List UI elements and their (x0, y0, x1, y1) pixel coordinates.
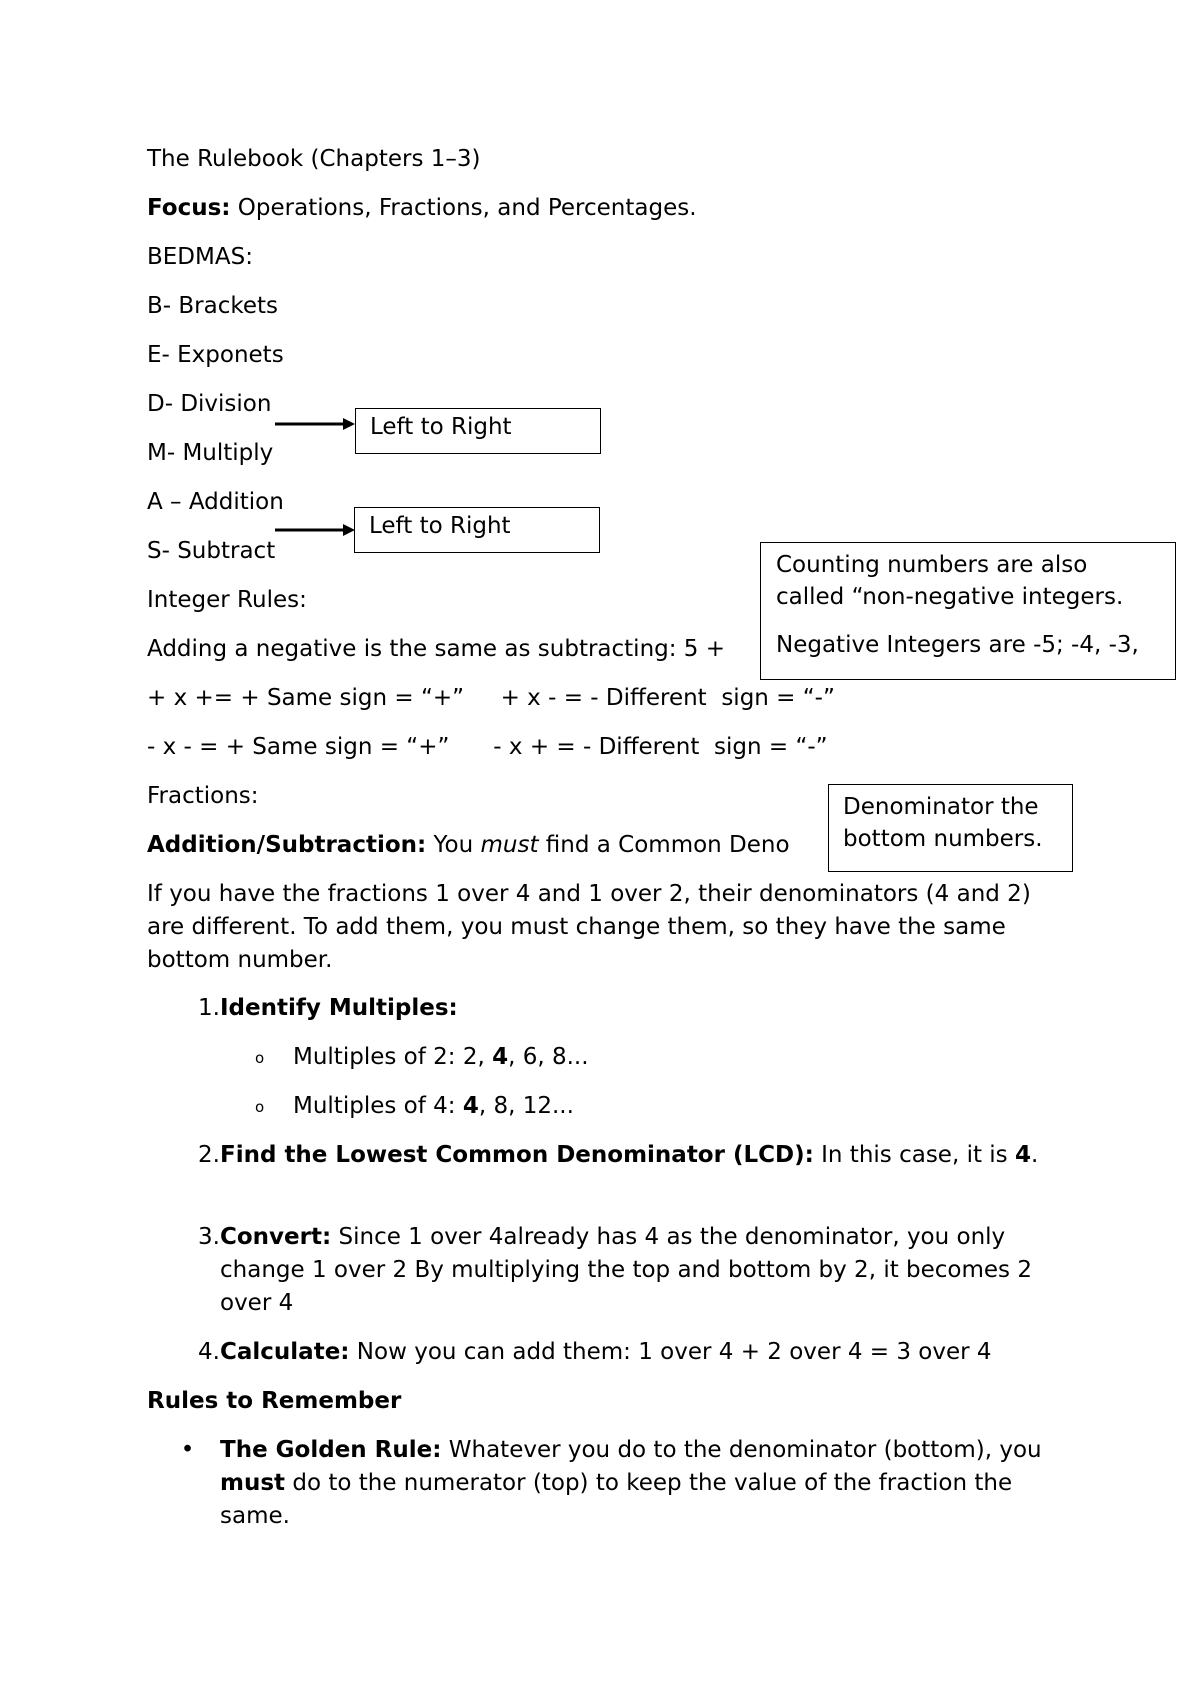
sign-rule-positive: + x += + Same sign = “+” + x - = - Different sign = “-” (147, 685, 835, 711)
multiples-bullet-1: o (255, 1049, 265, 1067)
fractions-intro-paragraph: If you have the fractions 1 over 4 and 1 over 2, their denominators (4 and 2) are different. To add them, you must change them, so they have the same bottom number. (147, 881, 1031, 973)
bedmas-item-subtract: S- Subtract (147, 538, 276, 564)
sign-rule-negative: - x - = + Same sign = “+” - x + = - Different sign = “-” (147, 734, 828, 760)
addsub-post: find a Common Deno (538, 832, 790, 858)
integers-callout-line2: called “non-negative integers. (776, 584, 1124, 610)
golden-rule-pre: Whatever you do to the denominator (bottom), you (441, 1437, 1042, 1463)
step-number-1: 1. (198, 995, 220, 1021)
step-3-convert (220, 1221, 1070, 1320)
denominator-callout-line2: bottom numbers. (843, 826, 1043, 852)
fractions-heading: Fractions: (147, 783, 259, 809)
step-2-tail: . (1031, 1142, 1039, 1168)
step-2-label: Find the Lowest Common Denominator (LCD): (220, 1142, 814, 1168)
step-number-3: 3. (198, 1224, 220, 1250)
step-1-identify-multiples (220, 992, 1070, 1025)
step-4-label: Calculate: (220, 1339, 350, 1365)
addsub-emphasis: must (480, 832, 539, 858)
multiples-of-2 (293, 1041, 589, 1074)
golden-rule-post: do to the numerator (top) to keep the value of the fraction the same. (220, 1470, 1013, 1529)
arrow-right-icon (275, 520, 357, 540)
multiples-2-bold: 4 (492, 1044, 509, 1070)
bedmas-item-multiply: M- Multiply (147, 440, 274, 466)
multiples-4-bold: 4 (462, 1093, 479, 1119)
step-3-text: Since 1 over 4already has 4 as the denominator, you only change 1 over 2 By multiplying the top and bottom by 2, it becomes 2 over 4 (220, 1224, 1032, 1316)
step-4-text: Now you can add them: 1 over 4 + 2 over 4 = 3 over 4 (349, 1339, 992, 1365)
multiples-2-pre: Multiples of 2: 2, (293, 1044, 493, 1070)
golden-rule-label: The Golden Rule: (220, 1437, 442, 1463)
denominator-callout-box (828, 784, 1073, 872)
bedmas-item-addition: A – Addition (147, 489, 284, 515)
addsub-label: Addition/Subtraction: (147, 832, 427, 858)
multiples-4-pre: Multiples of 4: (293, 1093, 463, 1119)
step-2-text: In this case, it is (813, 1142, 1015, 1168)
multiples-bullet-2: o (255, 1098, 265, 1116)
focus-line (147, 192, 697, 225)
document-title: The Rulebook (Chapters 1–3) (147, 146, 481, 172)
integers-callout-box (760, 542, 1176, 680)
step-3-label: Convert: (220, 1224, 332, 1250)
integers-callout-line1: Counting numbers are also (776, 552, 1088, 578)
focus-label: Focus: (147, 195, 231, 221)
multiples-of-4 (293, 1090, 574, 1123)
step-1-label: Identify Multiples: (220, 995, 458, 1021)
golden-rule-must: must (220, 1470, 286, 1496)
step-2-find-lcd (220, 1139, 1070, 1172)
step-2-bold-end: 4 (1014, 1142, 1031, 1168)
step-4-calculate (220, 1336, 1100, 1369)
rules-to-remember-heading: Rules to Remember (147, 1388, 402, 1414)
arrow-right-icon (275, 414, 357, 434)
multiples-4-post: , 8, 12... (478, 1093, 574, 1119)
bedmas-item-division: D- Division (147, 391, 272, 417)
focus-text: Operations, Fractions, and Percentages. (230, 195, 697, 221)
addition-subtraction-line (147, 829, 790, 862)
adding-negative-rule: Adding a negative is the same as subtracting: 5 + (147, 636, 726, 662)
bedmas-heading: BEDMAS: (147, 244, 253, 270)
integer-rules-heading: Integer Rules: (147, 587, 307, 613)
denominator-callout-line1: Denominator the (843, 794, 1039, 820)
bedmas-item-brackets: B- Brackets (147, 293, 279, 319)
step-number-2: 2. (198, 1142, 220, 1168)
golden-rule-bullet: • (180, 1437, 195, 1463)
left-to-right-note-as: Left to Right (354, 507, 600, 553)
multiples-2-post: , 6, 8... (508, 1044, 589, 1070)
addsub-pre: You (426, 832, 481, 858)
golden-rule (220, 1434, 1070, 1533)
integers-callout-line3: Negative Integers are -5; -4, -3, (776, 632, 1139, 658)
bedmas-item-exponents: E- Exponets (147, 342, 284, 368)
step-number-4: 4. (198, 1339, 220, 1365)
left-to-right-note-dm: Left to Right (355, 408, 601, 454)
